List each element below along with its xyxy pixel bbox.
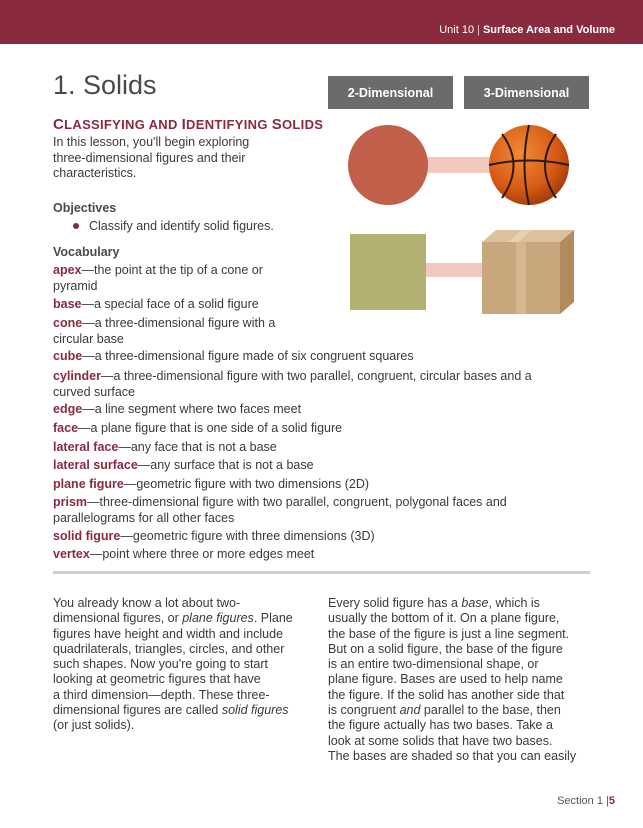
heading-cap-2: I	[181, 116, 187, 133]
page-number: 5	[608, 795, 615, 807]
vocab-base	[53, 297, 259, 313]
text-run: dimensional figures are called	[53, 703, 222, 718]
text-line: such shapes. Now you're going to start	[53, 657, 269, 672]
vocab-def: —point where three or more edges meet	[89, 547, 315, 561]
text-line	[328, 703, 590, 718]
vocab-term: plane figure	[53, 477, 124, 491]
vocab-cylinder	[53, 369, 590, 400]
cardboard-box-icon	[482, 230, 574, 314]
square-shape	[350, 234, 426, 310]
vocab-term: prism	[53, 495, 88, 509]
italic-term: base	[461, 596, 489, 610]
text-line: a third dimension—depth. These three-	[53, 687, 270, 702]
objective-text: Classify and identify solid figures.	[89, 219, 274, 233]
vocab-term: solid figure	[53, 529, 121, 543]
vocabulary-heading: Vocabulary	[53, 245, 120, 259]
vocab-term: cone	[53, 316, 83, 330]
vocab-vertex	[53, 547, 314, 563]
text-run: . Plane	[253, 611, 293, 626]
heading-cap-1: C	[53, 116, 65, 133]
text-line: the figure. If the solid has another side that	[328, 687, 565, 702]
vocab-def: curved surface	[53, 384, 135, 399]
text-line: look at some solids that have two bases.	[328, 733, 553, 748]
vocab-term: vertex	[53, 547, 90, 561]
vocab-def: —a plane figure that is one side of a solid figure	[78, 421, 343, 435]
vocab-def: —geometric figure with three dimensions (3D)	[120, 529, 375, 543]
vocab-edge	[53, 402, 301, 418]
text-line: But on a solid figure, the base of the figure	[328, 641, 563, 656]
vocab-def: —a line segment where two faces meet	[82, 402, 302, 416]
heading-rest-3: OLIDS	[282, 117, 324, 132]
header-separator: |	[477, 24, 480, 36]
vocab-def: —a three-dimensional figure with two parallel, congruent, circular bases and a	[100, 369, 532, 383]
header-title: Surface Area and Volume	[482, 24, 615, 36]
basketball-icon	[489, 125, 569, 205]
section-heading	[53, 116, 323, 133]
vocab-apex	[53, 263, 303, 294]
vocab-lateral-face	[53, 440, 277, 456]
heading-rest-2: DENTIFYING	[186, 117, 268, 132]
text-line: quadrilaterals, triangles, circles, and other	[53, 641, 285, 656]
footer-separator: |	[606, 795, 609, 807]
text-line: is an entire two-dimensional shape, or	[328, 657, 539, 672]
two-dimensional-button[interactable]: 2-Dimensional	[328, 76, 453, 109]
text-run: Every solid figure has a	[328, 596, 462, 610]
header-unit-title	[439, 24, 615, 36]
vocab-def: —geometric figure with two dimensions (2D)	[123, 477, 370, 491]
vocab-def: —a three-dimensional figure made of six congruent squares	[82, 349, 414, 363]
objective-item	[73, 219, 274, 233]
vocab-prism	[53, 495, 590, 526]
circle-connector	[426, 157, 496, 173]
circle-shape	[348, 125, 428, 205]
footer-section: Section 1	[557, 795, 603, 807]
vocab-term: lateral face	[53, 440, 119, 454]
vocab-def: —any face that is not a base	[118, 440, 277, 454]
header-bar	[0, 0, 643, 44]
text-line: You already know a lot about two-	[53, 596, 241, 610]
vocab-solid-figure	[53, 529, 375, 545]
heading-cap-3: S	[271, 116, 283, 133]
header-unit: Unit 10	[439, 24, 475, 36]
intro-paragraph	[53, 135, 303, 182]
vocab-def: parallelograms for all other faces	[53, 510, 235, 525]
vocab-def: —the point at the tip of a cone or	[81, 263, 263, 277]
vocab-def: —any surface that is not a base	[137, 458, 314, 472]
intro-line: characteristics.	[53, 166, 137, 180]
vocab-cube	[53, 349, 414, 365]
italic-term: plane figures	[182, 611, 254, 626]
objectives-heading: Objectives	[53, 201, 117, 215]
section-divider	[53, 571, 590, 574]
square-connector	[424, 263, 488, 277]
vocab-term: cube	[53, 349, 83, 363]
vocab-term: apex	[53, 263, 82, 277]
text-line: the figure actually has two bases. Take a	[328, 718, 553, 733]
text-run: parallel to the base, then	[420, 703, 561, 718]
three-dimensional-button[interactable]: 3-Dimensional	[464, 76, 589, 109]
vocab-def: pyramid	[53, 278, 98, 293]
vocab-term: base	[53, 297, 82, 311]
text-line	[328, 596, 590, 611]
text-line: The bases are shaded so that you can easily	[328, 748, 577, 763]
text-line	[53, 611, 308, 626]
page-title: 1. Solids	[53, 70, 157, 100]
text-line	[53, 703, 308, 718]
text-run: is congruent	[328, 703, 400, 718]
vocab-plane-figure	[53, 477, 369, 493]
footer	[557, 795, 615, 807]
intro-line: three-dimensional figures and their	[53, 150, 246, 165]
vocab-term: lateral surface	[53, 458, 138, 472]
vocab-lateral-surface	[53, 458, 314, 474]
left-column-paragraph	[53, 596, 308, 734]
text-line: plane figure. Bases are used to help name	[328, 672, 563, 687]
heading-rest-1: LASSIFYING AND	[64, 117, 178, 132]
text-line: looking at geometric figures that have	[53, 672, 261, 687]
text-run: , which is	[488, 596, 540, 610]
vocab-cone	[53, 316, 303, 347]
intro-line: In this lesson, you'll begin exploring	[53, 135, 250, 149]
text-line: (or just solids).	[53, 718, 135, 733]
text-line: usually the bottom of it. On a plane figure,	[328, 611, 560, 626]
shape-comparison-illustration	[330, 118, 590, 323]
bullet-icon	[73, 223, 79, 229]
vocab-term: edge	[53, 402, 83, 416]
vocab-def: —a special face of a solid figure	[81, 297, 259, 311]
right-column-paragraph	[328, 596, 590, 766]
vocab-def: circular base	[53, 331, 124, 346]
vocab-def: —three-dimensional figure with two parallel, congruent, polygonal faces and	[87, 495, 507, 509]
italic-term: solid figures	[221, 703, 289, 718]
italic-term: and	[399, 703, 421, 718]
text-line: the base of the figure is just a line segment.	[328, 626, 570, 641]
vocab-def: —a three-dimensional figure with a	[82, 316, 276, 330]
vocab-term: face	[53, 421, 79, 435]
vocab-face	[53, 421, 342, 437]
text-run: dimensional figures, or	[53, 611, 183, 626]
vocab-term: cylinder	[53, 369, 101, 383]
text-line: figures have height and width and include	[53, 626, 284, 641]
